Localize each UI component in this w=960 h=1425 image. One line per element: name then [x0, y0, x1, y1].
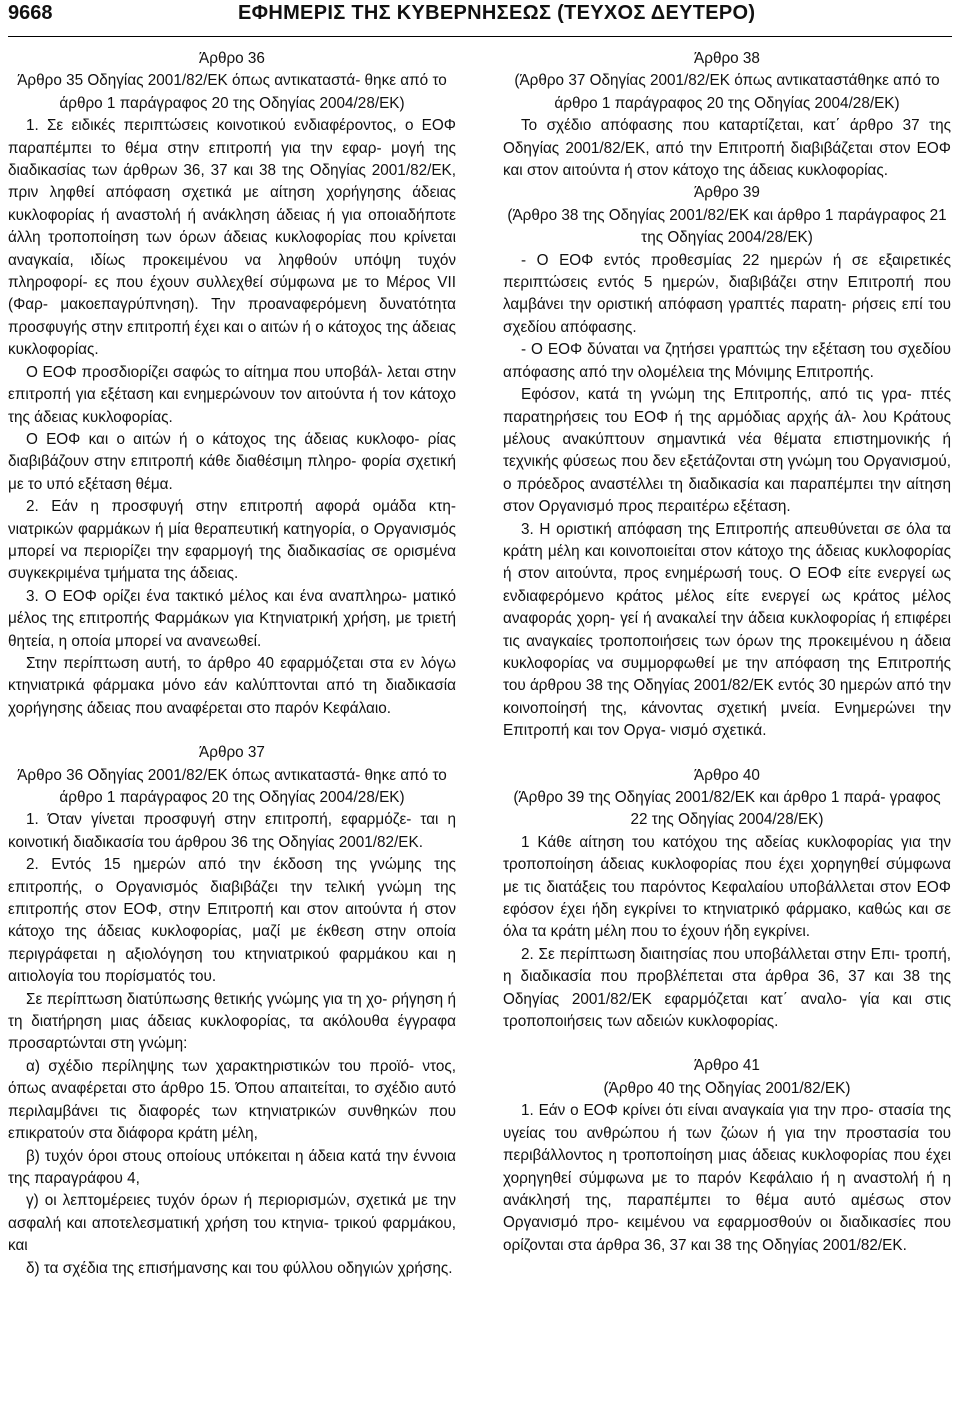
article-36-paragraph-2: Ο ΕΟΦ προσδιορίζει σαφώς το αίτημα που υποβάλ- λεται στην επιτροπή για εξέταση και ενημερώνουν τον αιτούντα ή τον κάτοχο της άδειας κυκλοφορίας. — [8, 363, 456, 426]
article-37-paragraph-3: Σε περίπτωση διατύπωσης θετικής γνώμης για τη χο- ρήγηση ή τη διατήρηση μιας άδειας κυκλοφορίας, τα ακόλουθα έγγραφα προσαρτώνται στη γνώμη: — [8, 990, 456, 1053]
article-39-title: Άρθρο 39 — [694, 184, 760, 202]
article-38-subtitle: (Άρθρο 37 Οδηγίας 2001/82/ΕΚ όπως αντικαταστάθηκε από το άρθρο 1 παράγραφος 20 της Οδηγίας 2004/28/ΕΚ) — [514, 72, 940, 112]
article-36 — [8, 48, 456, 720]
article-41 — [503, 1055, 951, 1257]
article-40-paragraph-2: 2. Σε περίπτωση διαιτησίας που υποβάλλεται στην Επι- τροπή, η διαδικασία που προβλέπεται στα άρθρα 36, 37 και 38 της Οδηγίας 2001/82/ΕΚ εφαρμόζεται κατ΄ αναλο- γία και στις τροποποιήσεις των αδειών κυκλοφορίας. — [503, 945, 951, 1031]
article-39-subtitle: (Άρθρο 38 της Οδηγίας 2001/82/ΕΚ και άρθρο 1 παράγραφος 21 της Οδηγίας 2004/28/ΕΚ) — [507, 206, 947, 247]
article-38 — [503, 48, 951, 182]
article-36-paragraph-6: Στην περίπτωση αυτή, το άρθρο 40 εφαρμόζεται στα εν λόγω κτηνιατρικά φάρμακα μόνο εάν καλύπτονται από τη διαδικασία χορήγησης άδειας που αναφέρεται στο παρόν Κεφάλαιο. — [8, 654, 456, 717]
page-header — [8, 0, 952, 36]
article-37-paragraph-1: 1. Όταν γίνεται προσφυγή στην επιτροπή, εφαρμόζε- ται η κοινοτική διαδικασία του άρθρου 36 της Οδηγίας 2001/82/ΕΚ. — [8, 811, 456, 851]
article-37-paragraph-2: 2. Εντός 15 ημερών από την έκδοση της γνώμης της επιτροπής, ο Οργανισμός διαβιβάζει την τελική γνώμη της επιτροπής στον ΕΟΦ, στην Επιτροπή και στον αιτούντα ή στον κάτοχο της άδειας κυκλοφορίας, μαζί με έκθεση στην οποία περιγράφεται η αξιολόγηση του κτηνιατρικού φαρμάκου και η αιτιολογία του πορίσματός του. — [8, 856, 456, 986]
article-37-title: Άρθρο 37 — [199, 744, 265, 762]
article-41-paragraph-1: 1. Εάν ο ΕΟΦ κρίνει ότι είναι αναγκαία για την προ- στασία της υγείας του ανθρώπου ή των ζώων ή για την προστασία του περιβάλλοντος η τροποποίηση μιας άδειας κυκλοφορίας που έχει χορηγηθεί σύμφωνα με το παρόν Κεφάλαιο ή η αναστολή ή η ανάκλησή της, παραπέμπει το θέμα αυτό αμέσως στον Οργανισμό προ- κειμένου να εφαρμοσθούν οι διαδικασίες που ορίζονται στα άρθρα 36, 37 και 38 της Οδηγίας 2001/82/ΕΚ. — [503, 1102, 951, 1254]
article-36-paragraph-5: 3. Ο ΕΟΦ ορίζει ένα τακτικό μέλος και ένα αναπληρω- ματικό μέλος της επιτροπής Φαρμάκων για Κτηνιατρική χρήση, με τριετή θητεία, η οποία μπορεί να ανανεωθεί. — [8, 587, 456, 650]
article-40-title: Άρθρο 40 — [694, 766, 760, 784]
article-38-title: Άρθρο 38 — [694, 50, 760, 67]
right-column — [503, 48, 951, 1257]
article-39-paragraph-3: Εφόσον, κατά τη γνώμη της Επιτροπής, από τις γρα- πτές παρατηρήσεις του ΕΟΦ ή της αρμόδιας αρχής άλ- λου Κράτους μέλους ανακύπτουν σημαντικά νέα θέματα επιστημονικής ή τεχνικής φύσεως που δεν εξετάζονται στη γνώμη του Οργανισμού, ο πρόεδρος αναστέλλει τη διαδικασία και παραπέμπει την αίτηση στον Οργανισμό προς περαιτέρω εξέταση. — [503, 386, 951, 516]
article-39-paragraph-4: 3. Η οριστική απόφαση της Επιτροπής απευθύνεται σε όλα τα κράτη μέλη και κοινοποιείται στον κάτοχο της άδειας κυκλοφορίας ή στον αιτούντα, προς ενημέρωσή τους. Ο ΕΟΦ είτε ενεργεί ως ενδιαφερόμενο κράτος μέλος είτε ενεργεί ως κράτος μέλος αναφοράς χορη- γεί ή ανακαλεί την άδεια κυκλοφορίας ή επιφέρει τις αναγκαίες τροποποιήσεις των όρων της προκειμένου η άδεια κυκλοφορίας να συμμορφωθεί με την απόφαση της Επιτροπής του άρθρου 38 της Οδηγίας 2001/82/ΕΚ εντός 30 ημερών από την κοινοποίησή της, κάνοντας σχετική μνεία. Ενημερώνει την Επιτροπή και τον Οργα- νισμό σχετικά. — [503, 520, 951, 740]
article-37-paragraph-6: γ) οι λεπτομέρειες τυχόν όρων ή περιορισμών, σχετικά με την ασφαλή και αποτελεσματική χρήση του κτηνια- τρικού φαρμάκου, και — [8, 1192, 456, 1255]
article-37 — [8, 742, 456, 1280]
article-36-paragraph-4: 2. Εάν η προσφυγή στην επιτροπή αφορά ομάδα κτη- νιατρικών φαρμάκων ή μία θεραπευτική κατηγορία, ο Οργανισμός μπορεί να περιορίζει την εφαρμογή της διαδικασίας σε ορισμένα συγκεκριμένα τμήματα της άδειας. — [8, 498, 456, 583]
article-37-paragraph-4: α) σχέδιο περίληψης των χαρακτηριστικών του προϊό- ντος, όπως αναφέρεται στο άρθρο 15. Όπου απαιτείται, το σχέδιο αυτό περιλαμβάνει τις διαφορές των κτηνιατρικών συνθηκών που επικρατούν στα διάφορα κράτη μέλη, — [8, 1057, 456, 1143]
article-36-title: Άρθρο 36 — [199, 50, 265, 67]
article-37-subtitle: Άρθρο 36 Οδηγίας 2001/82/ΕΚ όπως αντικαταστά- θηκε από το άρθρο 1 παράγραφος 20 της Οδηγίας 2004/28/ΕΚ) — [17, 766, 447, 806]
article-40-paragraph-1: 1 Κάθε αίτηση του κατόχου της αδείας κυκλοφορίας για την τροποποίηση άδειας κυκλοφορίας που έχει χορηγηθεί σύμφωνα με τις διατάξεις του παρόντος Κεφαλαίου υποβάλλεται στον ΕΟΦ εφόσον έχει ήδη εγκρίνει το κτηνιατρικό φάρμακο, καθώς και σε όλα τα κράτη μέλη που το έχουν ήδη εγκρίνει. — [503, 833, 951, 941]
article-37-paragraph-7: δ) τα σχέδια της επισήμανσης και του φύλλου οδηγιών χρήσης. — [26, 1259, 453, 1277]
left-column — [8, 48, 456, 1280]
article-39-paragraph-2: - Ο ΕΟΦ δύναται να ζητήσει γραπτώς την εξέταση του σχεδίου απόφασης από την ολομέλεια της Μόνιμης Επιτροπής. — [503, 341, 951, 381]
article-36-subtitle: Άρθρο 35 Οδηγίας 2001/82/ΕΚ όπως αντικαταστά- θηκε από το άρθρο 1 παράγραφος 20 της Οδηγίας 2004/28/ΕΚ) — [17, 72, 447, 112]
header-rule — [8, 36, 952, 37]
article-36-paragraph-3: Ο ΕΟΦ και ο αιτών ή ο κάτοχος της άδειας κυκλοφο- ρίας διαβιβάζουν στην επιτροπή κάθε διαθέσιμη πληρο- φορία σχετική με το υπό εξέταση θέμα. — [8, 430, 456, 493]
article-41-title: Άρθρο 41 — [694, 1057, 760, 1075]
article-37-paragraph-5: β) τυχόν όροι στους οποίους υπόκειται η άδεια κατά την έννοια της παραγράφου 4, — [8, 1147, 456, 1187]
article-41-subtitle: (Άρθρο 40 της Οδηγίας 2001/82/ΕΚ) — [603, 1079, 851, 1097]
article-38-paragraph-1: Το σχέδιο απόφασης που καταρτίζεται, κατ΄ άρθρο 37 της Οδηγίας 2001/82/ΕΚ, από την Επιτροπή διαβιβάζεται στον ΕΟΦ και στον αιτούντα ή στον κάτοχο της άδειας κυκλοφορίας. — [503, 117, 951, 180]
article-40-subtitle: (Άρθρο 39 της Οδηγίας 2001/82/ΕΚ και άρθρο 1 παρά- γραφος 22 της Οδηγίας 2004/28/ΕΚ) — [513, 789, 941, 829]
article-39 — [503, 182, 951, 742]
gazette-title: ΕΦΗΜΕΡΙΣ ΤΗΣ ΚΥΒΕΡΝΗΣΕΩΣ (ΤΕΥΧΟΣ ΔΕΥΤΕΡΟ) — [238, 2, 756, 24]
page-number: 9668 — [8, 2, 53, 24]
article-36-paragraph-1: 1. Σε ειδικές περιπτώσεις κοινοτικού ενδιαφέροντος, ο ΕΟΦ παραπέμπει το θέμα στην επιτροπή για την εφαρ- μογή της διαδικασίας των άρθρων 36, 37 και 38 της Οδηγίας 2001/82/ΕΚ, πριν ληφθεί απόφαση σχετικά με αίτηση χορήγησης άδειας κυκλοφορίας ή αναστολή ή ανάκληση άδειας ή για οποιαδήποτε άλλη τροποποίηση των όρων άδειας κυκλοφορίας που κρίνεται αναγκαία, ιδίως προκειμένου να ληφθούν υπόψη τυχόν πληροφορί- ες που έχουν συλλεχθεί σύμφωνα με το Μέρος VII (Φαρ- μακοεπαγρύπνηση). Την προαναφερόμενη δυνατότητα προσφυγής στην επιτροπή έχει και ο αιτών ή ο κάτοχος της άδειας κυκλοφορίας. — [8, 117, 456, 359]
article-39-paragraph-1: - Ο ΕΟΦ εντός προθεσμίας 22 ημερών ή σε εξαιρετικές περιπτώσεις εντός 5 ημερών, διαβιβάζει στην Επιτροπή που λαμβάνει την οριστική απόφαση γραπτές παρατη- ρήσεις επί του σχεδίου απόφασης. — [503, 251, 951, 336]
article-40 — [503, 765, 951, 1034]
